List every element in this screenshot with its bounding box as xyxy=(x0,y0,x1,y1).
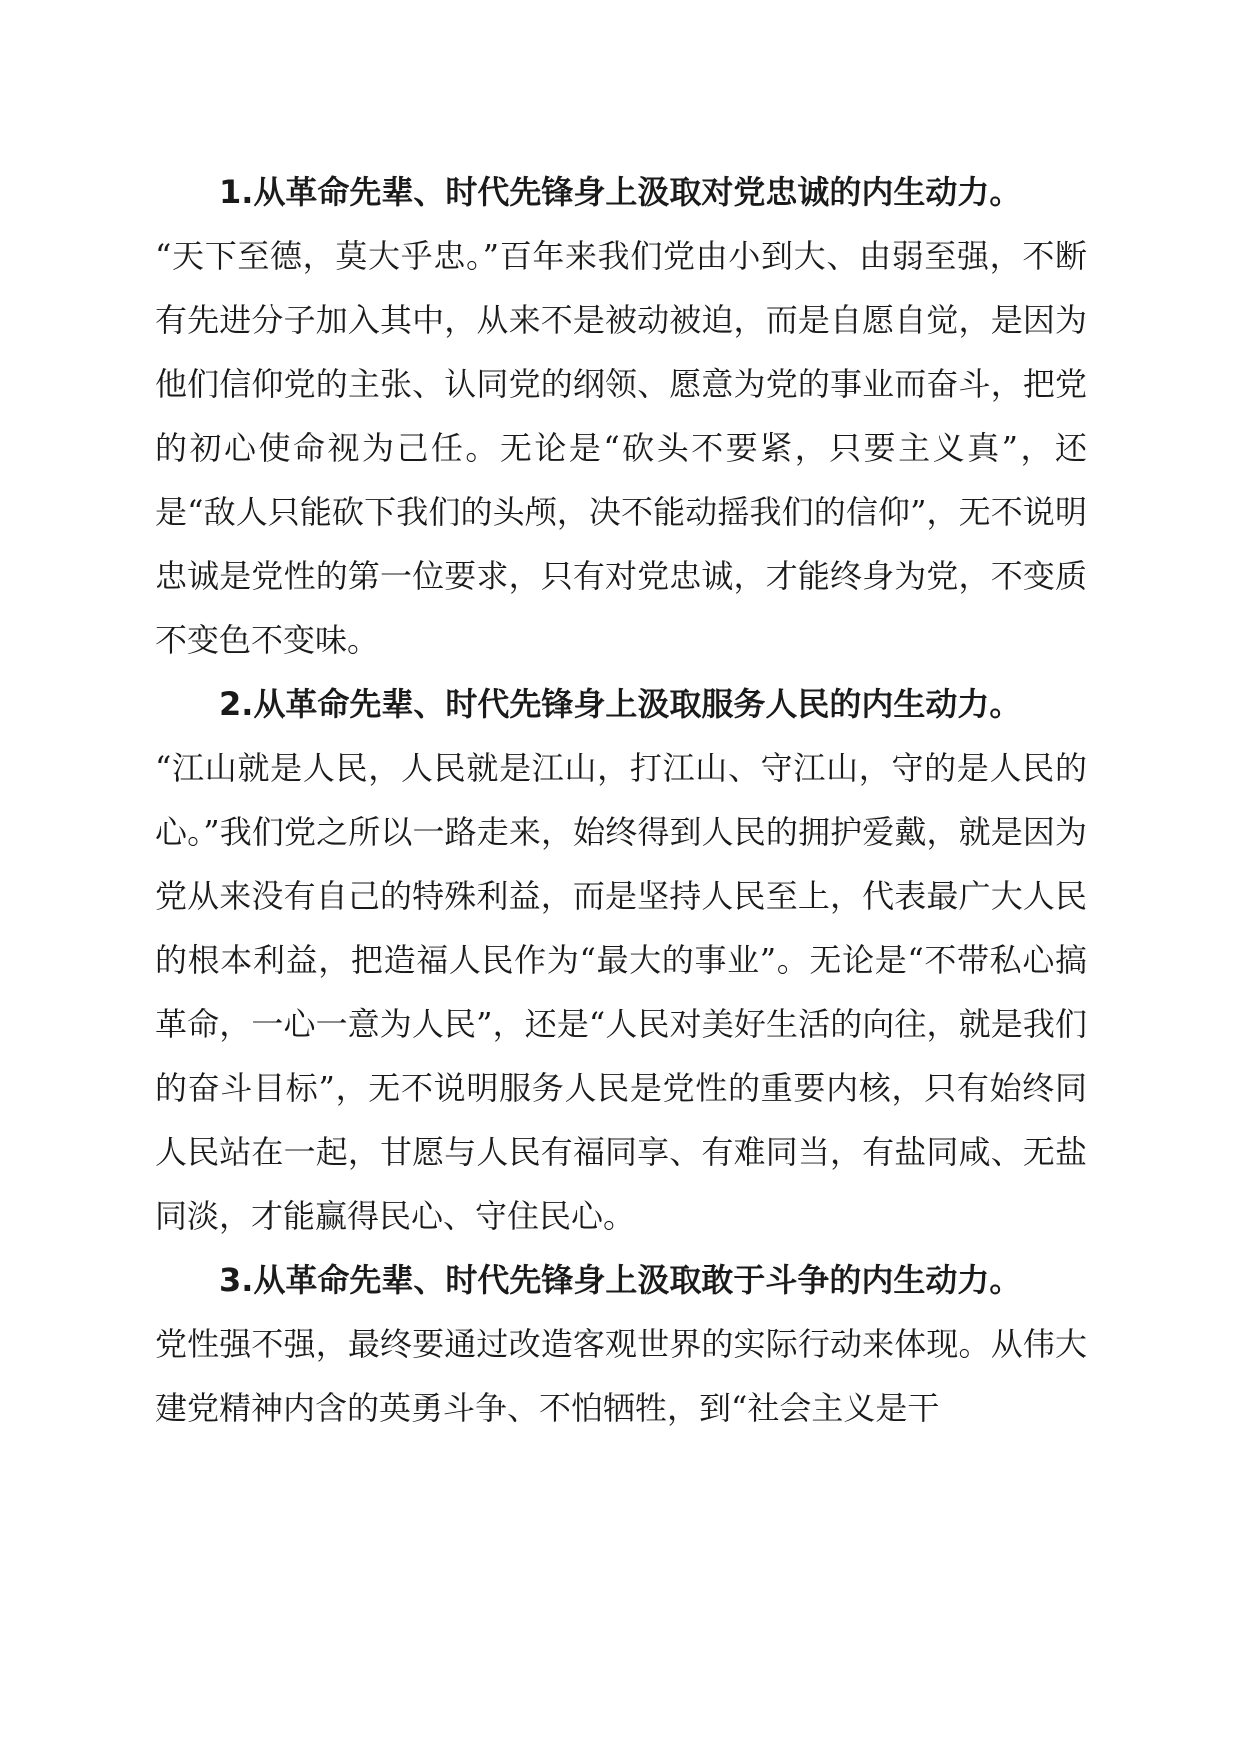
section-1-heading: 1.从革命先辈、时代先锋身上汲取对党忠诚的内生动力。 xyxy=(219,173,1022,211)
section-3-body: 党性强不强，最终要通过改造客观世界的实际行动来体现。从伟大建党精神内含的英勇斗争、不怕牺牲，到“社会主义是干 xyxy=(155,1325,1087,1427)
section-2-heading: 2.从革命先辈、时代先锋身上汲取服务人民的内生动力。 xyxy=(219,685,1022,723)
section-1-body: “天下至德，莫大乎忠。”百年来我们党由小到大、由弱至强，不断有先进分子加入其中，从来不是被动被迫，而是自愿自觉，是因为他们信仰党的主张、认同党的纲领、愿意为党的事业而奋斗，把党的初心使命视为己任。无论是“砍头不要紧，只要主义真”，还是“敌人只能砍下我们的头颅，决不能动摇我们的信仰”，无不说明忠诚是党性的第一位要求，只有对党忠诚，才能终身为党，不变质不变色不变味。 xyxy=(155,237,1087,659)
section-2-body: “江山就是人民，人民就是江山，打江山、守江山，守的是人民的心。”我们党之所以一路走来，始终得到人民的拥护爱戴，就是因为党从来没有自己的特殊利益，而是坚持人民至上，代表最广大人民的根本利益，把造福人民作为“最大的事业”。无论是“不带私心搞革命，一心一意为人民”，还是“人民对美好生活的向往，就是我们的奋斗目标”，无不说明服务人民是党性的重要内核，只有始终同人民站在一起，甘愿与人民有福同享、有难同当，有盐同咸、无盐同淡，才能赢得民心、守住民心。 xyxy=(155,749,1087,1235)
document-page xyxy=(155,160,1087,1440)
section-3-heading: 3.从革命先辈、时代先锋身上汲取敢于斗争的内生动力。 xyxy=(219,1261,1022,1299)
